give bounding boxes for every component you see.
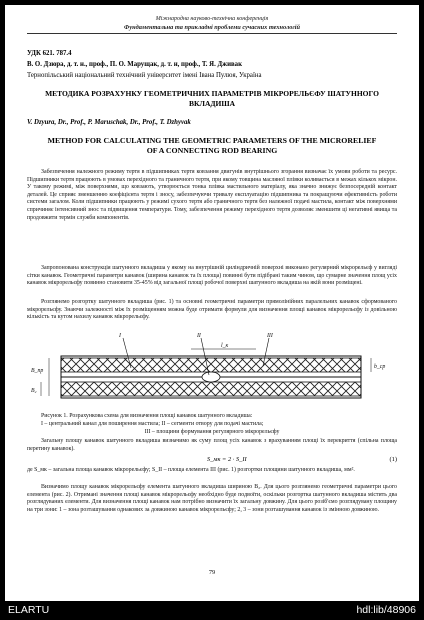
affiliation: Тернопільський національний технічний університет імені Івана Пулюя, Україна xyxy=(27,72,262,79)
paragraph-4: Загальну площу канавок шатунного вкладиша визначимо як суму площ усіх канавок з врахуванням площі їх перекриття (спільна площа перетину канавок). xyxy=(27,438,397,452)
label-I: I xyxy=(119,333,121,339)
paragraph-3: Розглянемо розгортку шатунного вкладиша (рис. 1) та основні геометричні параметри прямолінійних паралельних канавок сформованого мікрорельєфу. Знаючи залежності між їх розміщенням можна буде отримати формули для визначення площі канавок мікрорельєфу із довільною кількість та кутом нахилу канавок мікрорельєфу. xyxy=(27,299,397,321)
dim-bsr: b_ср xyxy=(374,364,386,370)
header-rule xyxy=(27,33,397,34)
formula-number: (1) xyxy=(389,456,397,463)
paragraph-6: Визначимо площу канавок мікрорельєфу елемента шатунного вкладиша шириною B₂. Для цього розглянемо геометричні параметри цього елемента (рис. 2). Отримані значення площі канавок мікрорельєфу необхідно буде подвоїти, оскільки розгортка шатунного вкладиша містить два розглядуваних елементи. Для визначення площі канавок нам потрібно визначити їх загальну довжину. Для цього розіб'ємо розглядувану площину на три зони: 1 – зона розташування однакових за довжиною канавок мікрорельєфу; 2, 3 – зони розташування канавок із змінною довжиною. xyxy=(27,484,397,513)
title-en: METHOD FOR CALCULATING THE GEOMETRIC PARAMETERS OF THE MICRORELIEF OF A CONNECTING ROD BEARING xyxy=(47,136,377,155)
lower-groove-band xyxy=(61,382,361,396)
conference-subtitle: Фундаментальна та прикладні проблеми сучасних технологій xyxy=(124,24,300,31)
caption-line-1: Рисунок 1. Розрахункова схема для визначення площі канавок шатунного вкладиша: xyxy=(41,413,253,419)
footer-repository-name: ELARTU xyxy=(8,604,50,616)
paragraph-5: де S_мк – загальна площа канавок мікрорельєфу; S_II – площа елемента III (рис. 1) розгортки площини шатунного вкладиша, мм². xyxy=(27,467,355,473)
footer-handle: hdl:lib/48906 xyxy=(356,604,416,616)
authors-ua: В. О. Дзюра, д. т. н., проф., П. О. Марущак, д. т. н, проф., Т. Я. Дживак xyxy=(27,61,242,68)
formula-expression: S_мк = 2 · S_II xyxy=(207,456,247,463)
figure-1-diagram xyxy=(31,328,391,408)
dim-bpr: B_пр xyxy=(31,368,44,374)
page-number: 79 xyxy=(208,569,216,576)
formula-1 xyxy=(27,456,397,465)
dim-lk: l_к xyxy=(221,343,229,349)
oil-hole-segment xyxy=(202,372,220,382)
paper-page xyxy=(5,5,419,601)
caption-line-2: I – центральний канал для поширення мастила; II – сегменти отвору для подачі мастила; xyxy=(41,421,264,427)
conference-name: Міжнародна науково-технічна конференція xyxy=(155,16,269,22)
upper-groove-band xyxy=(61,358,361,372)
udc-code: УДК 621. 787.4 xyxy=(27,50,72,57)
label-III: III xyxy=(267,333,273,339)
paragraph-1: Забезпечення належного режиму тертя в підшипниках тертя ковзання двигунів внутрішнього згорання визначає їх умови роботи та ресурс. Підшипники тертя працюють в умовах перехідного та граничного тертя, при якому товщина масляної плівки коливається в межах кількох мікрон. У такому режимі, між поверхнями, що ковзають, утворюється тонка плівка мастильного матеріалу, яка значно знижує безпосередній контакт деталей. Це сприяє зменшенню коефіцієнта тертя і зносу, забезпечуючи тривалу експлуатацію підшипника та покращуючи ефективність роботи системи загалом. Коли підшипники працюють у режимі сухого тертя або граничного тертя без належної подачі мастила, контакт між поверхнями спричиняє інтенсивний знос та підвищення температури. Тому, забезпечення режиму перехідного тертя дозволяє зменшити ці негативні явища та продовжити термін служби компонентів. xyxy=(27,169,397,221)
label-II: II xyxy=(197,333,201,339)
dim-b2: B₂ xyxy=(31,388,37,394)
caption-line-3: III – площини формування регулярного мікрорельєфу xyxy=(144,429,280,435)
title-ua: МЕТОДИКА РОЗРАХУНКУ ГЕОМЕТРИЧНИХ ПАРАМЕТРІВ МІКРОРЕЛЬЄФУ ШАТУННОГО ВКЛАДИША xyxy=(45,89,379,108)
paragraph-2: Запропонована конструкція шатунного вкладиша у якому на внутрішній циліндричній поверхні виконано регулярний мікрорельєф у вигляді сітки канавок. Геометричні параметри канавок (ширина канавок та їх площа) повинні бути підібрані таким чином, що сумарне значення площ усіх канавок мікрорельєфу повинно становити 35-45% від загальної площі робочої поверхні шатунного вкладиша на якій вони розміщені. xyxy=(27,265,397,287)
authors-en: V. Dzyura, Dr., Prof., P. Maruschak, Dr., Prof., T. Dzhyvak xyxy=(27,119,191,126)
